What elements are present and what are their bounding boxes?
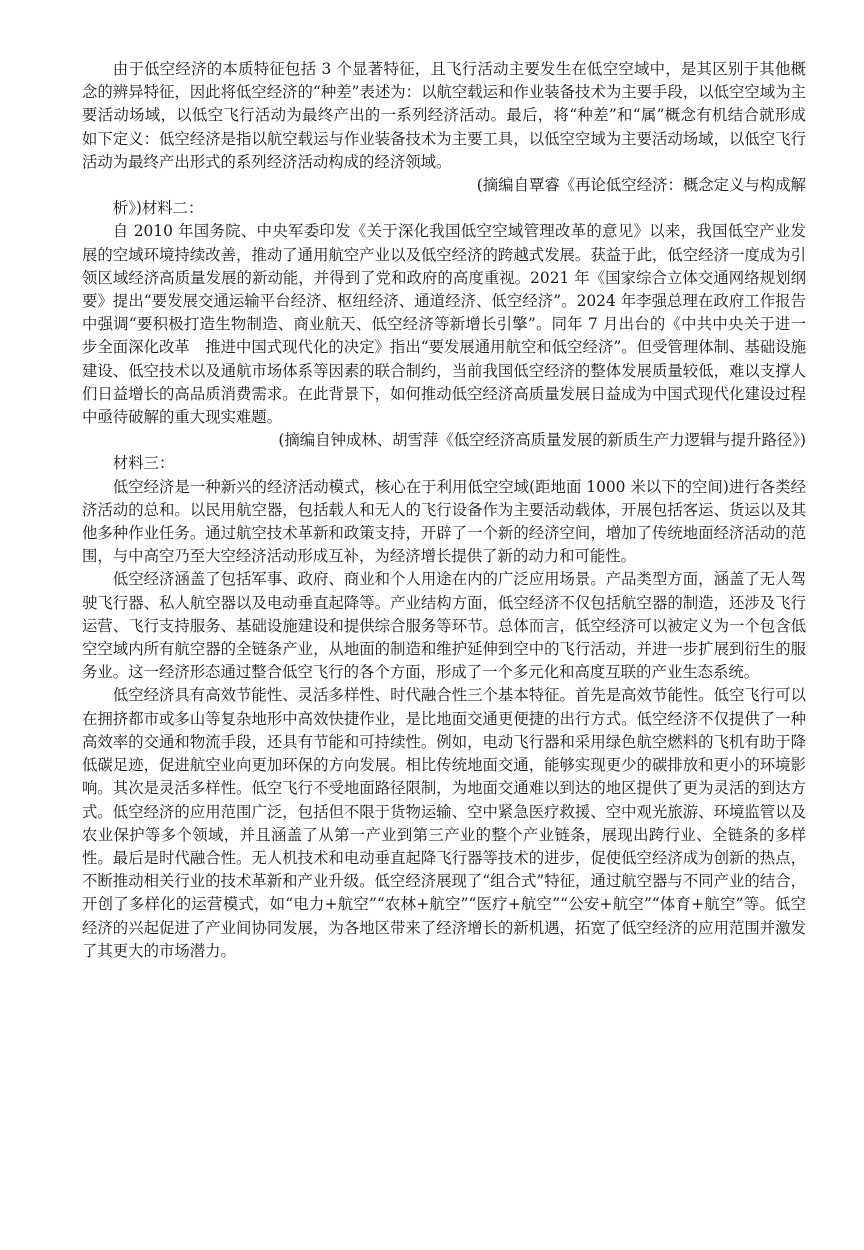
material1-source: (摘编自覃睿《再论低空经济：概念定义与构成解 xyxy=(476,176,806,195)
material2-source: (摘编自钟成林、胡雪萍《低空经济高质量发展的新质生产力逻辑与提升路径》) xyxy=(278,431,806,450)
material3-paragraph-3: 低空经济具有高效节能性、灵活多样性、时代融合性三个基本特征。首先是高效节能性。低空飞行可以在拥挤都市或多山等复杂地形中高效快捷作业，是比地面交通更便捷的出行方式。低空经济不仅提供了一种高效率的交通和物流手段，还具有节能和可持续性。例如，电动飞行器和采用绿色航空燃料的飞机有助于降低碳足迹，促进航空业向更加环保的方向发展。相比传统地面交通，能够实现更少的碳排放和更小的环境影响。其次是灵活多样性。低空飞行不受地面路径限制，为地面交通难以到达的地区提供了更为灵活的到达方式。低空经济的应用范围广泛，包括但不限于货物运输、空中紧急医疗救援、空中观光旅游、环境监管以及农业保护等多个领域，并且涵盖了从第一产业到第三产业的整个产业链条，展现出跨行业、全链条的多样性。最后是时代融合性。无人机技术和电动垂直起降飞行器等技术的进步，促使低空经济成为创新的热点，不断推动相关行业的技术革新和产业升级。低空经济展现了“组合式”特征，通过航空器与不同产业的结合，开创了多样化的运营模式，如“电力+航空”“农林+航空”“医疗+航空”“公安+航空”“体育+航空”等。低空经济的兴起促进了产业间协同发展，为各地区带来了经济增长的新机遇，拓宽了低空经济的应用范围并激发了其更大的市场潜力。 xyxy=(82,686,806,960)
material1-source-tail-and-material2-label: 析》)材料二： xyxy=(112,199,204,218)
material2-paragraph: 自 2010 年国务院、中央军委印发《关于深化我国低空空域管理改革的意见》以来，我国低空产业发展的空域环境持续改善，推动了通用航空产业以及低空经济的跨越式发展。获益于此，低空经济一度成为引领区域经济高质量发展的新动能，并得到了党和政府的高度重视。2021 年《国家综合立体交通网络规划纲要》提出“要发展交通运输平台经济、枢纽经济、通道经济、低空经济”。2024 年李强总理在政府工作报告中强调“要积极打造生物制造、商业航天、低空经济等新增长引擎”。同年 7 月出台的《中共中央关于进一步全面深化改革 推进中国式现代化的决定》指出“要发展通用航空和低空经济”。但受管理体制、基础设施建设、低空技术以及通航市场体系等因素的联合制约，当前我国低空经济的整体发展质量较低，难以支撑人们日益增长的高品质消费需求。在此背景下，如何推动低空经济高质量发展日益成为中国式现代化建设过程中亟待破解的重大现实难题。 xyxy=(82,222,806,427)
material3-paragraph-1: 低空经济是一种新兴的经济活动模式，核心在于利用低空空域(距地面 1000 米以下的空间)进行各类经济活动的总和。以民用航空器，包括载人和无人的飞行设备作为主要活动载体，开展包括客运、货运以及其他多种作业任务。通过航空技术革新和政策支持，开辟了一个新的经济空间，增加了传统地面经济活动的范围，与中高空乃至大空经济活动形成互补，为经济增长提供了新的动力和可能性。 xyxy=(82,477,806,566)
material1-paragraph: 由于低空经济的本质特征包括 3 个显著特征，且飞行活动主要发生在低空空域中，是其区别于其他概念的辨异特征，因此将低空经济的“种差”表述为：以航空载运和作业装备技术为主要手段，以低空空域为主要活动场域，以低空飞行活动为最终产出的一系列经济活动。最后，将“种差”和“属”概念有机结合就形成如下定义：低空经济是指以航空载运与作业装备技术为主要工具，以低空空域为主要活动场域，以低空飞行活动为最终产出形式的系列经济活动构成的经济领域。 xyxy=(82,60,806,171)
material3-label: 材料三： xyxy=(112,454,175,473)
material3-paragraph-2: 低空经济涵盖了包括军事、政府、商业和个人用途在内的广泛应用场景。产品类型方面，涵盖了无人驾驶飞行器、私人航空器以及电动垂直起降等。产业结构方面，低空经济不仅包括航空器的制造，还涉及飞行运营、飞行支持服务、基础设施建设和提供综合服务等环节。总体而言，低空经济可以被定义为一个包含低空空域内所有航空器的全链条产业，从地面的制造和维护延伸到空中的飞行活动，并进一步扩展到衍生的服务业。这一经济形态通过整合低空飞行的各个方面，形成了一个多元化和高度互联的产业生态系统。 xyxy=(82,570,806,682)
